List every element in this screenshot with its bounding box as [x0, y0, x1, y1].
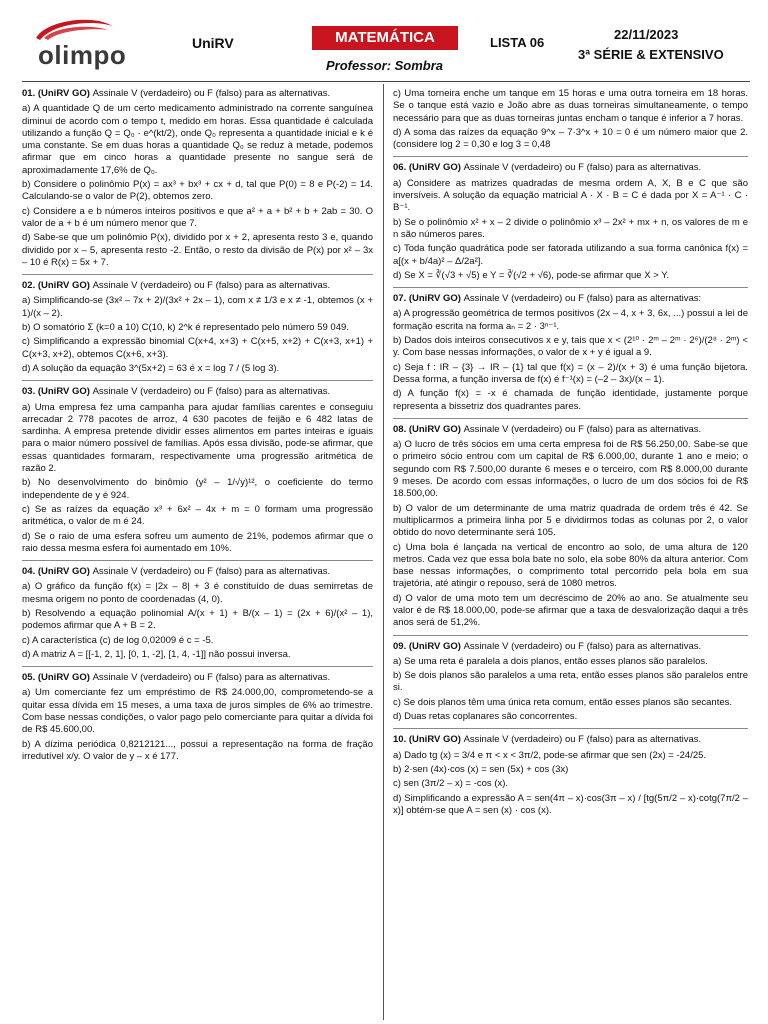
question-block — [393, 162, 748, 282]
question-item: d) Se o raio de uma esfera sofreu um aumento de 21%, podemos afirmar que o raio dessa mesma esfera foi aumentado em 10%. — [22, 530, 373, 554]
question-item: a) Dado tg (x) = 3/4 e π < x < 3π/2, pode-se afirmar que sen (2x) = -24/25. — [393, 749, 707, 761]
question-block — [393, 88, 748, 151]
question-item: c) Uma bola é lançada na vertical de encontro ao solo, de uma altura de 120 metros. Cada vez que essa bola bate no solo, ela sobe 80% da altura anterior. Com base nessas informações, o comprimento total percorrido pela bola em sua trajetória, até atingir o repouso, será de 1080 metros. — [393, 541, 748, 590]
question-title — [393, 641, 748, 653]
question-instruction: Assinale V (verdadeiro) ou F (falso) para as alternativas. — [463, 734, 702, 746]
question-item: d) O valor de uma moto tem um decréscimo de 20% ao ano. Se atualmente seu valor é de R$ 18.000,00, pode-se afirmar que a taxa de desvalorização daqui a três anos será de 51,2%. — [393, 592, 748, 629]
question-block — [22, 280, 373, 375]
question-item: b) A dízima periódica 0,8212121..., possui a representação na forma de fração irredutível x/y. O valor de y – x é 177. — [22, 738, 373, 762]
question-item: b) No desenvolvimento do binômio (y² – 1/√y)¹², o coeficiente do termo independente de y é 924. — [22, 477, 373, 501]
question-source: (UniRV GO) — [408, 640, 461, 652]
question-source: (UniRV GO) — [37, 672, 90, 684]
question-number: 08. — [393, 423, 407, 435]
question-block — [22, 566, 373, 661]
professor-label: Professor: Sombra — [326, 58, 444, 73]
question-source: (UniRV GO) — [408, 734, 461, 746]
question-separator — [22, 380, 373, 381]
question-item: b) Considere o polinômio P(x) = ax³ + bx³ + cx + d, tal que P(0) = 8 e P(-2) = 14. Calculando-se o valor de P(2), obtemos zero. — [22, 179, 373, 203]
date-label: 22/11/2023 — [614, 27, 679, 42]
question-separator — [393, 418, 748, 419]
question-source: (UniRV GO) — [408, 162, 461, 174]
question-block — [22, 88, 373, 269]
question-source: (UniRV GO) — [37, 566, 90, 578]
question-number: 07. — [393, 293, 407, 305]
question-item: b) Se dois planos são paralelos a uma reta, então esses planos são paralelos entre si. — [393, 670, 748, 694]
question-block — [393, 424, 748, 630]
question-block — [393, 293, 748, 413]
question-instruction: Assinale V (verdadeiro) ou F (falso) para as alternativas. — [92, 672, 331, 684]
question-title — [393, 162, 748, 174]
question-item: a) Simplificando-se (3x² – 7x + 2)/(3x² + 2x – 1), com x ≠ 1/3 e x ≠ -1, obtemos (x + 1)/(x – 2). — [22, 295, 373, 319]
question-item: d) Simplificando a expressão A = sen(4π – x)·cos(3π – x) / [tg(5π/2 – x)·cotg(7π/2 – x)] obtém-se que A = sen (x) · cos (x). — [393, 792, 748, 816]
question-title — [22, 672, 373, 684]
question-item: a) Considere as matrizes quadradas de mesma ordem A, X, B e C que são inversíveis. A solução da equação matricial A · X · B = C é dada por X = A⁻¹ · C · B⁻¹. — [393, 177, 748, 214]
header-divider — [22, 81, 750, 82]
left-column — [22, 88, 373, 765]
question-item: c) A característica (c) de log 0,02009 é c = -5. — [22, 634, 214, 646]
question-item: a) Uma empresa fez uma campanha para ajudar famílias carentes e conseguiu arrecadar 2 778 pacotes de arroz, 4 630 pacotes de feijão e 6 482 latas de sardinha. A empresa pretende dividir esses alimentos em partes inteiras e iguais para o maior número possível de famílias. Após essa divisão, pode-se afirmar, que essas quantidades formaram, respectivamente uma progressão aritmética de razão 2. — [22, 401, 373, 475]
question-item: a) Se uma reta é paralela a dois planos, então esses planos são paralelos. — [393, 655, 708, 667]
question-block — [393, 734, 748, 817]
question-number: 09. — [393, 640, 407, 652]
question-block — [393, 641, 748, 724]
logo-text: olimpo — [38, 40, 127, 70]
question-title — [393, 293, 748, 305]
question-item: a) Um comerciante fez um empréstimo de R$ 24.000,00, comprometendo-se a quitar essa dívida em 15 meses, a uma taxa de juros simples de 6% ao trimestre. Com base nessas condições, o valor pago pelo comerciante para quitar a dívida foi de R$ 45.600,00. — [22, 687, 373, 736]
question-separator — [22, 274, 373, 275]
question-item: d) Duas retas coplanares são concorrentes. — [393, 711, 578, 723]
grade-label: 3ª SÉRIE & EXTENSIVO — [578, 47, 724, 62]
question-number: 04. — [22, 566, 36, 578]
question-item: c) Seja f : IR – {3} → IR – {1} tal que f(x) = (x – 2)/(x + 3) é uma função bijetora. Dessa forma, a função inversa de f(x) é f⁻¹(x) = (–2 – 3x)/(x – 1). — [393, 361, 748, 385]
question-instruction: Assinale V (verdadeiro) ou F (falso) para as alternativas. — [92, 566, 331, 578]
question-instruction: Assinale V (verdadeiro) ou F (falso) para as alternativas: — [463, 293, 702, 305]
question-instruction: Assinale V (verdadeiro) ou F (falso) para as alternativas. — [92, 88, 331, 99]
question-item: c) Toda função quadrática pode ser fatorada utilizando a sua forma canônica f(x) = a[(x + b/4a)² – Δ/2a²]. — [393, 243, 748, 267]
institution-label: UniRV — [192, 35, 234, 51]
question-item: c) Considere a e b números inteiros positivos e que a² + a + b² + b + 2ab = 30. O valor de a + b é um número menor que 7. — [22, 205, 373, 229]
question-number: 06. — [393, 162, 407, 174]
question-source: (UniRV GO) — [408, 293, 461, 305]
question-title — [393, 424, 748, 436]
question-source: (UniRV GO) — [408, 423, 461, 435]
question-item: d) A matriz A = [[-1, 2, 1], [0, 1, -2], [1, 4, -1]] não possui inversa. — [22, 648, 291, 660]
question-item: b) O valor de um determinante de uma matriz quadrada de ordem três é 42. Se multiplicarmos a primeira linha por 5 e dividirmos todas as colunas por 2, o valor obtido do novo determinante será 105. — [393, 502, 748, 539]
question-item: a) A progressão geométrica de termos positivos (2x – 4, x + 3, 6x, ...) possui a lei de formação escrita na forma aₙ = 2 · 3ⁿ⁻¹. — [393, 308, 748, 332]
question-item: d) Sabe-se que um polinômio P(x), dividido por x + 2, apresenta resto 3 e, quando dividido por x – 5, apresenta resto -2. Então, o resto da divisão de P(x) por x² – 3x – 10 é R(x) = 5x + 7. — [22, 232, 373, 268]
question-instruction: Assinale V (verdadeiro) ou F (falso) para as alternativas. — [92, 280, 331, 292]
question-title — [393, 734, 748, 746]
question-item: b) Se o polinômio x² + x – 2 divide o polinômio x³ – 2x² + mx + n, os valores de m e n são números pares. — [393, 216, 748, 240]
question-block — [22, 386, 373, 555]
question-separator — [393, 156, 748, 157]
question-item: d) Se X = ∛(√3 + √5) e Y = ∛(√2 + √6), pode-se afirmar que X > Y. — [393, 269, 669, 281]
question-item: d) A função f(x) = -x é chamada de função identidade, justamente porque representa a bissetriz dos quadrantes pares. — [393, 388, 748, 412]
question-number: 02. — [22, 280, 36, 292]
question-item: c) Simplificando a expressão binomial C(x+4, x+3) + C(x+5, x+2) + C(x+3, x+1) + C(x+3, x+2), obtemos C(x+6, x+3). — [22, 336, 373, 360]
question-separator — [22, 560, 373, 561]
question-item: c) Uma torneira enche um tanque em 15 horas e uma outra torneira em 18 horas. Se o tanque está vazio e João abre as duas torneiras simultaneamente, o tempo necessário para que as duas torneiras juntas encham o tanque é inferior a 7 horas. — [393, 88, 748, 124]
question-title — [22, 386, 373, 398]
question-number: 03. — [22, 386, 36, 398]
question-source: (UniRV GO) — [37, 88, 90, 99]
question-number: 01. — [22, 88, 36, 99]
question-item: d) A soma das raízes da equação 9^x – 7·3^x + 10 = 0 é um número maior que 2. (considere log 2 = 0,30 e log 3 = 0,48 — [393, 126, 748, 151]
question-item: a) A quantidade Q de um certo medicamento administrado na corrente sanguínea diminui de acordo com o tempo t, medido em horas. Essa quantidade é calculada utilizando a função Q = Q₀ · e^(kt/2), onde Q₀ representa a quantidade inicial e k é uma constante. Se em duas horas a quantidade Q₀ se reduz à metade, podemos afirmar que em cinco horas a quantidade presente no sangue será de aproximadamente 17,6% de Q₀. — [22, 103, 373, 176]
question-separator — [393, 287, 748, 288]
page-header — [0, 0, 768, 90]
question-title — [22, 88, 373, 100]
question-item: c) Se as raízes da equação x³ + 6x² – 4x + m = 0 formam uma progressão aritmética, o valor de m é 24. — [22, 503, 373, 528]
question-instruction: Assinale V (verdadeiro) ou F (falso) para as alternativas. — [463, 640, 702, 652]
right-column — [393, 88, 748, 819]
question-separator — [393, 728, 748, 729]
question-number: 05. — [22, 672, 36, 684]
question-source: (UniRV GO) — [37, 280, 90, 292]
subject-banner: MATEMÁTICA — [312, 26, 458, 50]
question-title — [22, 280, 373, 292]
question-number: 10. — [393, 734, 407, 746]
question-instruction: Assinale V (verdadeiro) ou F (falso) para as alternativas. — [463, 162, 702, 174]
olimpo-logo — [30, 14, 127, 70]
question-source: (UniRV GO) — [37, 386, 90, 398]
question-item: d) A solução da equação 3^(5x+2) = 63 é x = log 7 / (5 log 3). — [22, 362, 280, 374]
question-instruction: Assinale V (verdadeiro) ou F (falso) para as alternativas. — [92, 386, 331, 398]
question-instruction: Assinale V (verdadeiro) ou F (falso) para as alternativas. — [463, 423, 702, 435]
column-divider — [383, 84, 384, 1020]
question-item: c) Se dois planos têm uma única reta comum, então esses planos são secantes. — [393, 696, 733, 708]
question-block — [22, 672, 373, 763]
question-item: a) O gráfico da função f(x) = |2x – 8| + 3 é constituído de duas semirretas de mesma origem no ponto de coordenadas (4, 0). — [22, 581, 373, 605]
question-title — [22, 566, 373, 578]
question-item: b) O somatório Σ (k=0 a 10) C(10, k) 2^k é representado pelo número 59 049. — [22, 322, 349, 334]
logo-swoosh-icon — [34, 16, 114, 42]
question-separator — [393, 635, 748, 636]
question-item: c) sen (3π/2 – x) = -cos (x). — [393, 778, 509, 790]
question-separator — [22, 666, 373, 667]
question-item: b) Dados dois inteiros consecutivos x e y, tais que x < (2¹⁰ · 2ᵐ – 2ᵐ · 2⁶)/(2⁸ · 2ᵐ) < y. Com base nessas informações, o valor de x + y é igual a 9. — [393, 335, 748, 359]
list-label: LISTA 06 — [490, 35, 545, 50]
question-item: b) Resolvendo a equação polinomial A/(x + 1) + B/(x – 1) = (2x + 6)/(x² – 1), podemos afirmar que A + B = 2. — [22, 607, 373, 632]
question-item: a) O lucro de três sócios em uma certa empresa foi de R$ 56.250,00. Sabe-se que o primeiro sócio entrou com um capital de R$ 6.000,00, durante 1 ano e meio; o segundo com R$ 7.500,00 durante 6 meses e o terceiro, com R$ 8.000,00 durante 9 meses. De acordo com essas informações, o lucro de um dos sócios foi de R$ 18.500,00. — [393, 439, 748, 500]
question-item: b) 2·sen (4x)·cos (x) = sen (5x) + cos (3x) — [393, 763, 569, 775]
